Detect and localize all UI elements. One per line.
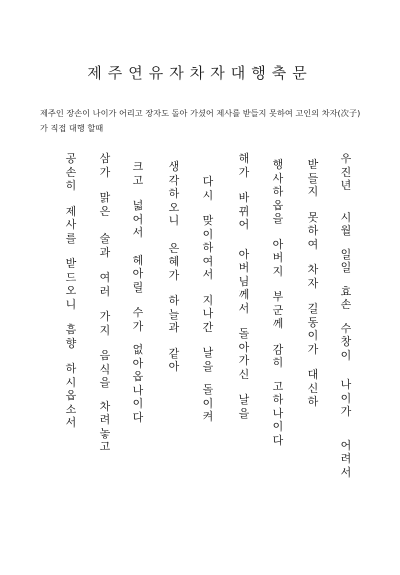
text-column-7-word: 헤 아 릴 [132, 253, 144, 294]
page-title: 제주연유자차자대행축문 [87, 64, 313, 82]
text-column-1-word: 우 진 년 [340, 152, 352, 192]
text-column-5-word: 날 을 [202, 346, 214, 373]
text-column-9-word: 하 시 옵 소 서 [65, 362, 77, 429]
text-column-8-word: 차 려 놓 고 [99, 399, 111, 453]
text-column-7 [130, 160, 146, 424]
text-column-5-word: 다 시 [202, 175, 214, 202]
text-column-6 [166, 160, 182, 374]
text-column-4 [236, 152, 252, 420]
text-column-5-word: 맞 이 하 여 서 [202, 214, 214, 281]
text-column-7-word: 넓 어 서 [132, 199, 144, 239]
text-column-1-word: 일 일 [340, 247, 352, 274]
text-column-9-word: 공 손 히 [65, 152, 77, 192]
text-column-7-word: 크 고 [132, 160, 144, 187]
text-column-2-word: 차 자 [307, 263, 319, 290]
text-column-6-word: 하 늘 과 [168, 294, 180, 334]
text-column-7-word: 없 아 옵 나 이 다 [132, 343, 144, 424]
text-column-9-word: 흠 향 [65, 323, 77, 350]
text-column-9-word: 제 사 를 [65, 204, 77, 245]
text-column-3-word: 행 사 하 옵 을 [272, 158, 284, 225]
text-column-8 [97, 152, 113, 454]
text-column-4-word: 날 을 [238, 393, 250, 420]
text-column-2-word: 길 동 이 가 [307, 302, 319, 356]
text-column-3-word: 고 하 나 이 다 [272, 379, 284, 447]
text-column-8-word: 여 러 [99, 271, 111, 298]
text-column-8-word: 가 지 [99, 310, 111, 337]
text-column-8-word: 술 과 [99, 232, 111, 259]
text-column-4-word: 돌 아 가 신 [238, 327, 250, 381]
text-column-1-word: 수 창 이 [340, 321, 352, 362]
text-column-6-word: 같 아 [168, 346, 180, 373]
intro-line-1: 제주인 장손이 나이가 어리고 장자도 돌아 가셨어 제사를 받들지 못하여 고인의 차자(次子) [40, 108, 361, 118]
text-column-4-word: 아 버 님 께 서 [238, 247, 250, 315]
text-column-3-word: 감 히 [272, 342, 284, 369]
text-column-2-word: 대 신 하 [307, 368, 319, 408]
text-column-7-word: 수 가 [132, 306, 144, 333]
text-column-2-word: 받 들 지 [307, 158, 319, 198]
text-column-1-word: 효 손 [340, 284, 352, 311]
text-column-5-word: 돌 이 켜 [202, 383, 214, 423]
text-column-3-word: 부 군 께 [272, 290, 284, 330]
text-column-5 [200, 175, 216, 424]
text-column-1 [338, 152, 354, 479]
text-column-5-word: 지 나 간 [202, 293, 214, 334]
text-column-3 [270, 158, 286, 447]
text-column-9-word: 받 드 오 니 [65, 257, 77, 311]
text-column-2 [305, 158, 321, 409]
text-column-1-word: 시 월 [340, 210, 352, 237]
text-column-1-word: 어 려 서 [340, 438, 352, 479]
text-column-3-word: 아 버 지 [272, 237, 284, 278]
text-column-4-word: 해 가 [238, 152, 250, 179]
text-column-8-word: 맑 은 [99, 191, 111, 218]
text-column-4-word: 바 뀌 어 [238, 191, 250, 231]
text-column-8-word: 삼 가 [99, 152, 111, 179]
text-column-6-word: 은 혜 가 [168, 241, 180, 282]
intro-line-2: 가 직접 대행 할때 [40, 123, 104, 133]
text-column-8-word: 음 식 을 [99, 349, 111, 389]
text-column-1-word: 나 이 가 [340, 378, 352, 418]
text-column-6-word: 생 각 하 오 니 [168, 160, 180, 227]
text-column-9 [63, 152, 79, 430]
text-column-2-word: 못 하 여 [307, 210, 319, 251]
